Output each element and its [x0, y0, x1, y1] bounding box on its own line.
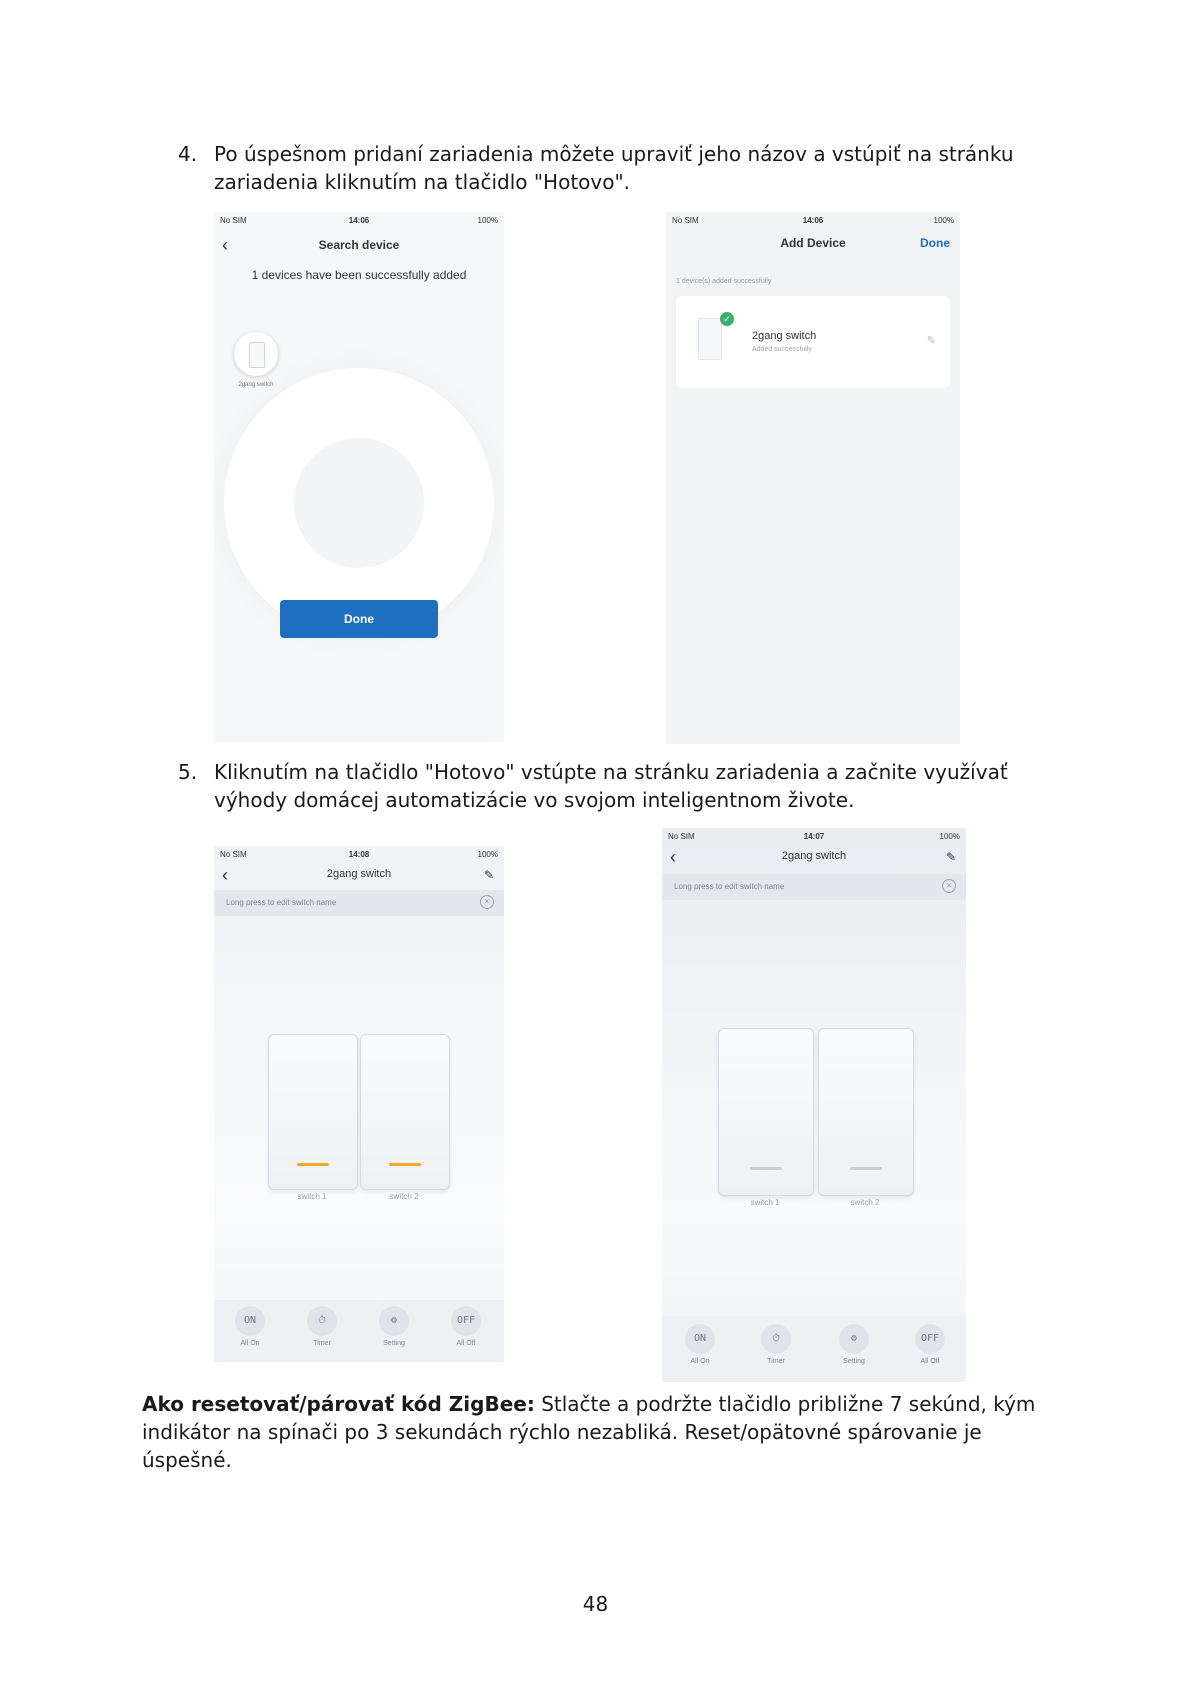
screen-title: Add Device	[780, 236, 846, 250]
all-on-label: All On	[690, 1358, 710, 1365]
battery: 100%	[477, 216, 498, 225]
carrier: No SIM	[672, 216, 699, 225]
screenshot-switch-on	[214, 846, 504, 1362]
switch-2-indicator	[389, 1163, 421, 1166]
edit-icon[interactable]: ✎	[926, 335, 936, 347]
device-label: 2gang switch	[238, 382, 274, 388]
bottom-bar	[214, 1300, 504, 1362]
screenshot-search-device	[214, 212, 504, 742]
setting-label: Setting	[383, 1340, 405, 1347]
hint-text: Long press to edit switch name	[674, 882, 785, 891]
gear-icon: ⚙	[379, 1306, 409, 1336]
switch-2-button[interactable]	[360, 1034, 450, 1190]
edit-icon[interactable]: ✎	[945, 850, 956, 864]
clock: 14:07	[803, 832, 825, 841]
status-bar	[662, 832, 966, 844]
all-on-label: All On	[240, 1340, 260, 1347]
carrier: No SIM	[220, 850, 247, 859]
switch-2-indicator	[850, 1167, 882, 1170]
all-off-label: All Off	[456, 1340, 476, 1347]
battery: 100%	[477, 850, 498, 859]
nav-bar	[214, 235, 504, 260]
all-off-icon: OFF	[451, 1306, 481, 1336]
battery: 100%	[939, 832, 960, 841]
status-bar	[214, 850, 504, 862]
close-icon[interactable]: ×	[480, 895, 494, 909]
nav-bar	[214, 865, 504, 890]
all-on-button[interactable]	[672, 1324, 728, 1365]
all-off-button[interactable]	[902, 1324, 958, 1365]
gear-icon: ⚙	[839, 1324, 869, 1354]
switch-1-indicator	[297, 1163, 329, 1166]
switch-icon	[249, 342, 265, 368]
success-message: 1 devices have been successfully added	[251, 268, 467, 282]
status-bar	[666, 216, 960, 228]
all-off-icon: OFF	[915, 1324, 945, 1354]
clock: 14:06	[348, 216, 370, 225]
screenshot-switch-off	[662, 828, 966, 1382]
step-5	[178, 758, 1038, 814]
close-icon[interactable]: ×	[942, 879, 956, 893]
clock-icon: ⏱	[761, 1324, 791, 1354]
all-on-button[interactable]	[222, 1306, 278, 1347]
screenshot-add-device	[666, 212, 960, 744]
nav-bar	[662, 847, 966, 872]
device-thumbnail	[698, 318, 722, 360]
timer-button[interactable]	[294, 1306, 350, 1347]
device-status: Added successfully	[752, 346, 812, 353]
reset-heading: Ako resetovať/párovať kód ZigBee:	[142, 1392, 535, 1416]
status-bar	[214, 216, 504, 228]
back-icon[interactable]: ‹	[222, 865, 228, 885]
step-text: Kliknutím na tlačidlo "Hotovo" vstúpte na stránku zariadenia a začnite využívať výhody domácej automatizácie vo svojom inteligentnom živote.	[214, 760, 1008, 812]
timer-label: Timer	[313, 1340, 331, 1347]
step-text: Po úspešnom pridaní zariadenia môžete upraviť jeho názov a vstúpiť na stránku zariadenia kliknutím na tlačidlo "Hotovo".	[214, 142, 1014, 194]
setting-button[interactable]	[366, 1306, 422, 1347]
timer-button[interactable]	[748, 1324, 804, 1365]
step-number: 5.	[178, 760, 198, 784]
switch-1-label: switch 1	[750, 1198, 780, 1207]
done-button[interactable]: Done	[280, 600, 438, 638]
screen-title: 2gang switch	[326, 868, 392, 880]
reset-paragraph	[142, 1390, 1048, 1474]
carrier: No SIM	[668, 832, 695, 841]
page-number: 48	[582, 1592, 609, 1616]
clock-icon: ⏱	[307, 1306, 337, 1336]
reset-text: Stlačte a podržte tlačidlo približne 7 sekúnd, kým indikátor na spínači po 3 sekundách rýchlo nezabliká. Reset/opätovné spárovanie je úspešné.	[142, 1392, 1036, 1472]
switch-1-indicator	[750, 1167, 782, 1170]
section-label: 1 device(s) added successfully	[676, 278, 772, 285]
device-name: 2gang switch	[752, 330, 817, 342]
hint-bar	[214, 890, 504, 916]
device-avatar	[234, 332, 278, 376]
bottom-bar	[662, 1316, 966, 1382]
all-on-icon: ON	[685, 1324, 715, 1354]
all-off-button[interactable]	[438, 1306, 494, 1347]
radar-inner	[294, 438, 424, 568]
battery: 100%	[933, 216, 954, 225]
switch-1-button[interactable]	[268, 1034, 358, 1190]
timer-label: Timer	[767, 1358, 785, 1365]
switch-2-button[interactable]	[818, 1028, 914, 1196]
hint-bar	[662, 874, 966, 900]
device-card	[676, 296, 950, 388]
nav-bar	[666, 236, 960, 258]
clock: 14:08	[348, 850, 370, 859]
done-link[interactable]: Done	[920, 236, 950, 250]
back-icon[interactable]: ‹	[222, 235, 228, 255]
setting-button[interactable]	[826, 1324, 882, 1365]
all-off-label: All Off	[920, 1358, 940, 1365]
hint-text: Long press to edit switch name	[226, 898, 337, 907]
edit-icon[interactable]: ✎	[483, 868, 494, 882]
carrier: No SIM	[220, 216, 247, 225]
check-icon: ✓	[720, 312, 734, 326]
switch-1-button[interactable]	[718, 1028, 814, 1196]
switch-2-label: switch 2	[389, 1192, 419, 1201]
step-4	[178, 140, 1038, 196]
switch-1-label: switch 1	[297, 1192, 327, 1201]
screen-title: 2gang switch	[781, 850, 847, 862]
step-number: 4.	[178, 142, 198, 166]
setting-label: Setting	[843, 1358, 865, 1365]
all-on-icon: ON	[235, 1306, 265, 1336]
back-icon[interactable]: ‹	[670, 847, 676, 867]
switch-2-label: switch 2	[850, 1198, 880, 1207]
screen-title: Search device	[318, 238, 400, 252]
clock: 14:06	[802, 216, 824, 225]
